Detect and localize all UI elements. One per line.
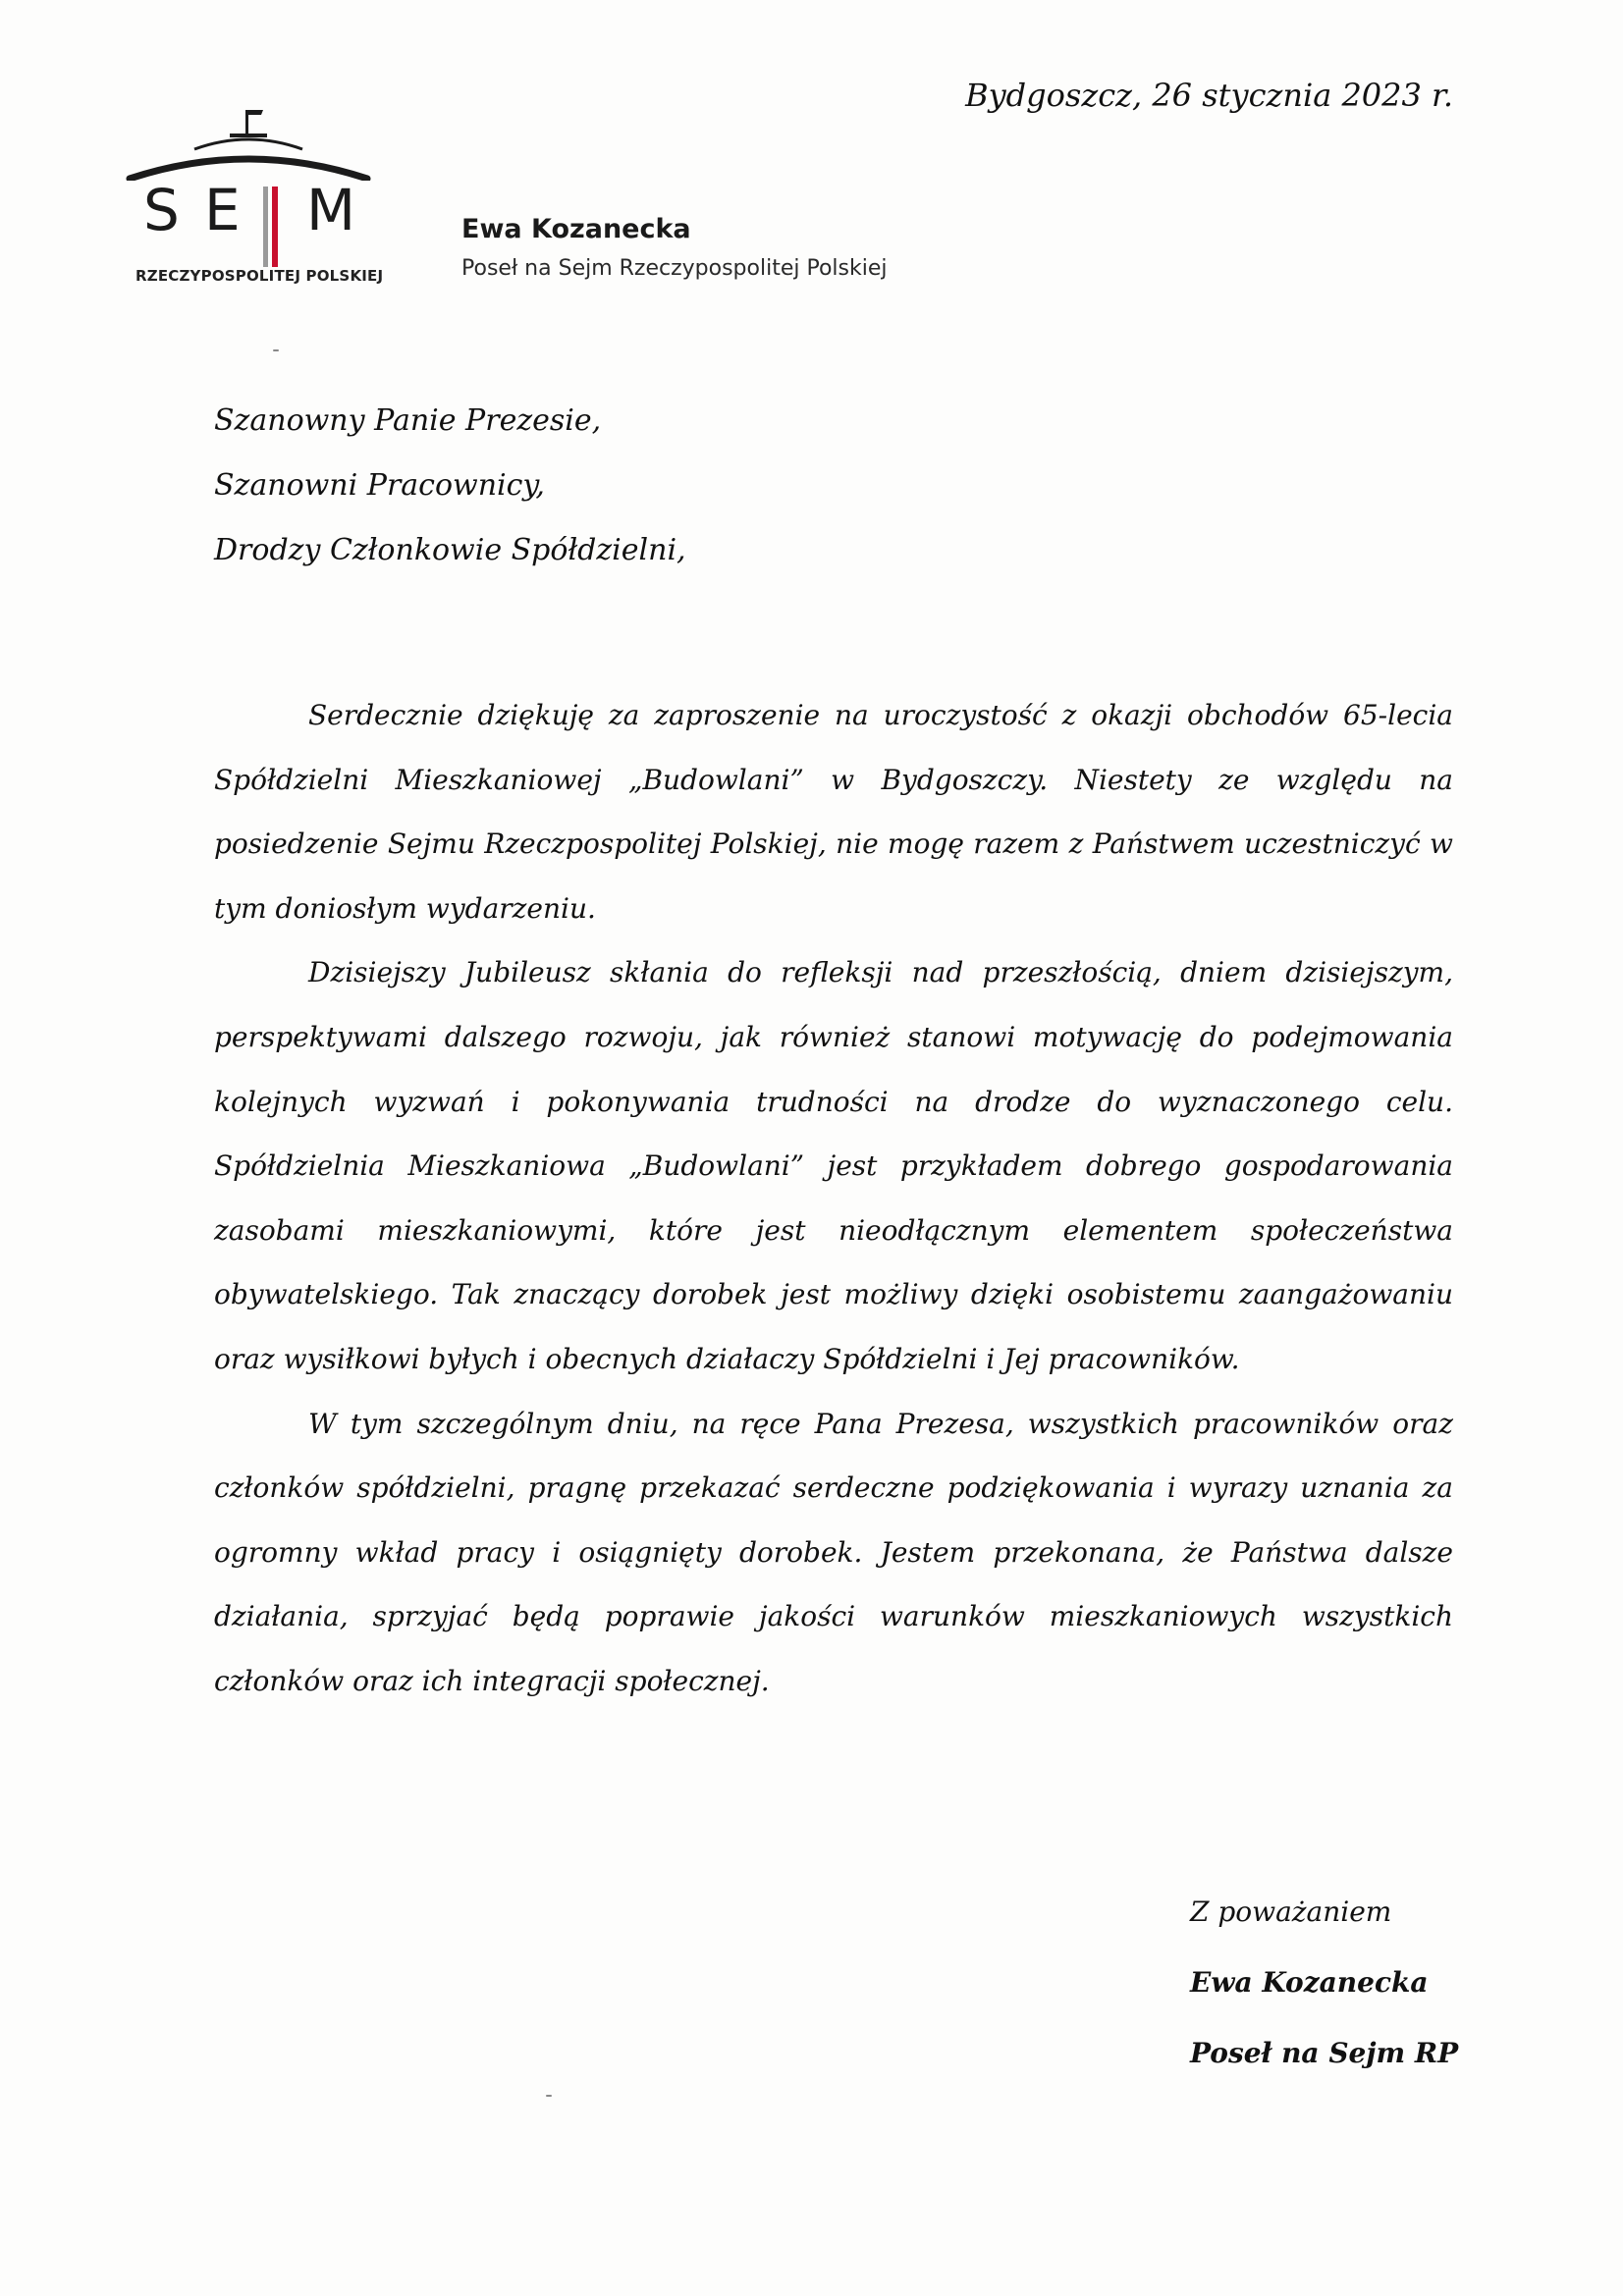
body-paragraph: Dzisiejszy Jubileusz skłania do refleksji nad przeszłością, dniem dzisiejszym, perspektywami dalszego rozwoju, jak również stanowi motywację do podejmowania kolejnych wyzwań i pokonywania trudności na drodze do wyznaczonego celu. Spółdzielnia Mieszkaniowa „Budowlani” jest przykładem dobrego gospodarowania zasobami mieszkaniowymi, które jest nieodłącznym elementem społeczeństwa obywatelskiego. Tak znaczący dorobek jest możliwy dzięki osobistemu zaangażowaniu oraz wysiłkowi byłych i obecnych działaczy Spółdzielni i Jej pracowników.	[214, 956, 1453, 1375]
closing-greeting: Z poważaniem	[1190, 1896, 1392, 1928]
author-name: Ewa Kozanecka	[461, 214, 691, 244]
closing-block	[1190, 1877, 1458, 2089]
logo-wordmark	[126, 177, 371, 255]
parliament-dome-icon	[126, 102, 371, 181]
sejm-logo	[126, 102, 384, 298]
scan-speck	[546, 2095, 552, 2097]
logo-letter-s: S	[143, 177, 180, 243]
logo-j-mark	[263, 187, 285, 269]
salutation	[214, 389, 686, 583]
logo-tagline: RZECZYPOSPOLITEJ POLSKIEJ	[135, 267, 384, 285]
body-paragraph: Serdecznie dziękuję za zaproszenie na uroczystość z okazji obchodów 65-lecia Spółdzielni Mieszkaniowej „Budowlani” w Bydgoszczy. Niestety ze względu na posiedzenie Sejmu Rzeczpospolitej Polskiej, nie mogę razem z Państwem uczestniczyć w tym doniosłym wydarzeniu.	[214, 699, 1453, 925]
letter-body	[214, 683, 1453, 1714]
scan-speck	[273, 349, 279, 351]
logo-letter-e: E	[204, 177, 241, 243]
salutation-line: Drodzy Członkowie Spółdzielni,	[214, 533, 686, 567]
signature-title: Poseł na Sejm RP	[1190, 2037, 1459, 2069]
author-block	[461, 214, 888, 281]
author-role: Poseł na Sejm Rzeczypospolitej Polskiej	[461, 256, 888, 281]
logo-letter-m: M	[306, 177, 356, 243]
logo-j-bar-grey	[263, 187, 268, 267]
body-paragraph: W tym szczególnym dniu, na ręce Pana Prezesa, wszystkich pracowników oraz członków spółdzielni, pragnę przekazać serdeczne podziękowania i wyrazy uznania za ogromny wkład pracy i osiągnięty dorobek. Jestem przekonana, że Państwa dalsze działania, sprzyjać będą poprawie jakości warunków mieszkaniowych wszystkich członków oraz ich integracji społecznej.	[214, 1407, 1453, 1697]
logo-j-bar-red	[272, 187, 278, 267]
date-line: Bydgoszcz, 26 stycznia 2023 r.	[965, 77, 1453, 114]
salutation-line: Szanowni Pracownicy,	[214, 468, 545, 503]
salutation-line: Szanowny Panie Prezesie,	[214, 403, 602, 438]
signature-name: Ewa Kozanecka	[1190, 1966, 1429, 1999]
